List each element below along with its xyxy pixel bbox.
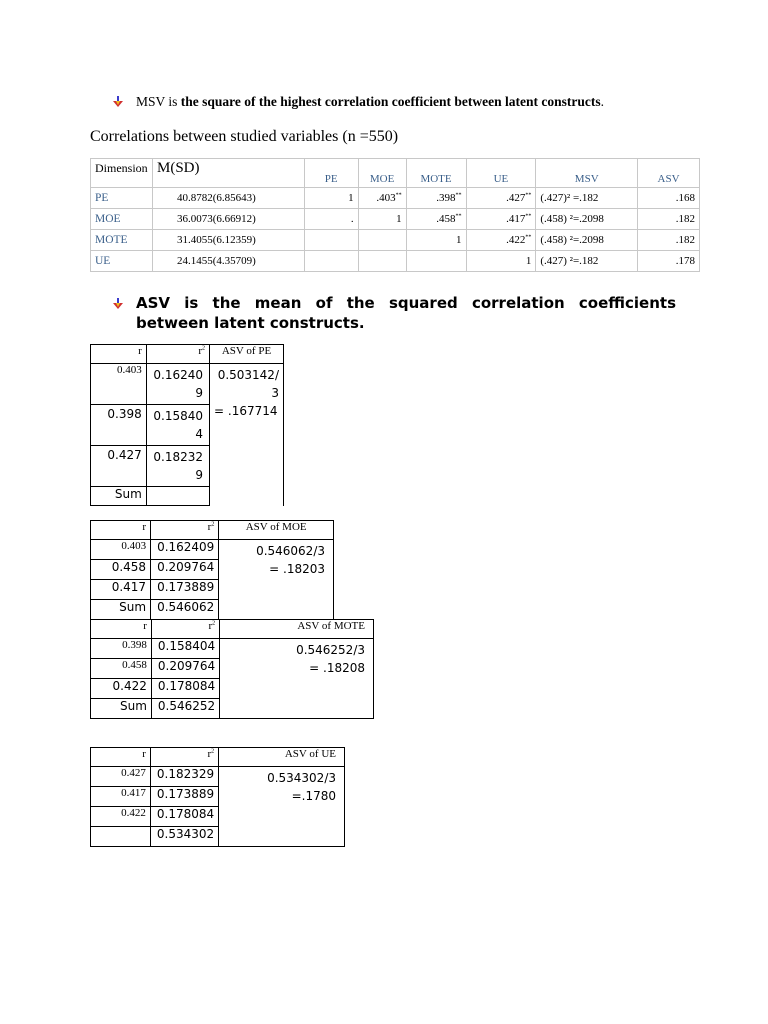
sum-value: [146, 487, 209, 506]
cell-mote: 1: [406, 230, 466, 251]
sum-value: 0.546252: [151, 699, 219, 719]
cell-asv: .182: [638, 230, 700, 251]
cell-r: 0.417: [91, 787, 151, 807]
msv-definition: [136, 94, 604, 110]
cell-pe: 1: [304, 188, 358, 209]
header-pe: PE: [304, 159, 358, 188]
cell-pe: [304, 251, 358, 272]
cell-msv: (.427)² =.182: [536, 188, 638, 209]
cell-r-squared: 0.178084: [150, 807, 218, 827]
asv-moe-table: [90, 520, 334, 620]
asv-pe-result: 0.503142/ 3 = .167714: [210, 364, 284, 506]
cell-moe: .403**: [358, 188, 406, 209]
msv-prefix: MSV is: [136, 94, 181, 109]
row-dim: MOE: [91, 209, 153, 230]
header-moe: MOE: [358, 159, 406, 188]
sum-label: [91, 827, 151, 847]
header-r: r: [91, 521, 151, 540]
asv-mote-result: 0.546252/3 = .18208: [220, 639, 374, 719]
asv-ue-table: [90, 747, 345, 847]
cell-mote: .458**: [406, 209, 466, 230]
sum-label: Sum: [91, 699, 152, 719]
cell-r: 0.458: [91, 659, 152, 679]
row-msd: 40.8782(6.85643): [152, 188, 304, 209]
cell-r: 0.422: [91, 807, 151, 827]
cell-msv: (.458) ²=.2098: [536, 209, 638, 230]
cell-asv: .168: [638, 188, 700, 209]
row-msd: 24.1455(4.35709): [152, 251, 304, 272]
header-dimension: Dimension: [91, 159, 153, 188]
cell-mote: .398**: [406, 188, 466, 209]
header-r-squared: $r^2$: [146, 345, 209, 364]
cell-r-squared: 0.182329: [150, 767, 218, 787]
sum-value: 0.546062: [151, 600, 219, 620]
cell-moe: [358, 251, 406, 272]
header-r-squared: $r^2$: [150, 748, 218, 767]
table-row: [91, 209, 700, 230]
bullet-arrow-icon: [113, 96, 123, 108]
cell-r-squared: 0.182329: [146, 446, 209, 487]
asv-moe-result: 0.546062/3 = .18203: [219, 540, 334, 620]
row-dim: UE: [91, 251, 153, 272]
header-r: r: [91, 345, 147, 364]
cell-r: 0.427: [91, 767, 151, 787]
table-row: [91, 230, 700, 251]
msv-bold-text: the square of the highest correlation coefficient between latent constructs: [180, 94, 601, 109]
cell-r: 0.403: [91, 540, 151, 560]
cell-r: 0.398: [91, 639, 152, 659]
header-r: r: [91, 748, 151, 767]
header-msd: M(SD): [152, 159, 304, 188]
cell-ue: 1: [466, 251, 536, 272]
cell-r: 0.417: [91, 580, 151, 600]
cell-r: 0.458: [91, 560, 151, 580]
cell-r: 0.398: [91, 405, 147, 446]
row-msd: 31.4055(6.12359): [152, 230, 304, 251]
header-r: r: [91, 620, 152, 639]
table-header-row: [91, 159, 700, 188]
cell-mote: [406, 251, 466, 272]
header-asv: ASV: [638, 159, 700, 188]
header-mote: MOTE: [406, 159, 466, 188]
cell-r: 0.427: [91, 446, 147, 487]
cell-ue: .427**: [466, 188, 536, 209]
corr-table-title: Correlations between studied variables (n =550): [90, 128, 399, 145]
header-asv-label: ASV of UE: [219, 748, 345, 767]
asv-ue-result: 0.534302/3 =.1780: [219, 767, 345, 847]
sum-label: Sum: [91, 487, 147, 506]
table-row: [91, 251, 700, 272]
cell-r: 0.403: [91, 364, 147, 405]
cell-pe: .: [304, 209, 358, 230]
row-msd: 36.0073(6.66912): [152, 209, 304, 230]
header-r-squared: $r^2$: [151, 521, 219, 540]
asv-definition: ASV is the mean of the squared correlation coefficients between latent constructs.: [136, 294, 676, 332]
cell-moe: 1: [358, 209, 406, 230]
row-dim: PE: [91, 188, 153, 209]
cell-r-squared: 0.209764: [151, 659, 219, 679]
header-msv: MSV: [536, 159, 638, 188]
cell-msv: (.458) ²=.2098: [536, 230, 638, 251]
header-r-squared: $r^2$: [151, 620, 219, 639]
asv-pe-table: [90, 344, 284, 506]
cell-r-squared: 0.209764: [151, 560, 219, 580]
cell-r-squared: 0.162409: [151, 540, 219, 560]
header-asv-label: ASV of MOTE: [220, 620, 374, 639]
cell-r-squared: 0.173889: [151, 580, 219, 600]
sum-value: 0.534302: [150, 827, 218, 847]
header-asv-label: ASV of PE: [210, 345, 284, 364]
cell-asv: .182: [638, 209, 700, 230]
asv-mote-table: [90, 619, 374, 719]
cell-msv: (.427) ²=.182: [536, 251, 638, 272]
cell-r-squared: 0.158404: [151, 639, 219, 659]
cell-pe: [304, 230, 358, 251]
cell-ue: .417**: [466, 209, 536, 230]
cell-r: 0.422: [91, 679, 152, 699]
cell-r-squared: 0.178084: [151, 679, 219, 699]
cell-moe: [358, 230, 406, 251]
table-row: [91, 188, 700, 209]
row-dim: MOTE: [91, 230, 153, 251]
header-ue: UE: [466, 159, 536, 188]
header-asv-label: ASV of MOE: [219, 521, 334, 540]
cell-asv: .178: [638, 251, 700, 272]
correlation-table: [90, 158, 700, 272]
cell-r-squared: 0.173889: [150, 787, 218, 807]
bullet-arrow-icon: [113, 298, 123, 310]
cell-r-squared: 0.162409: [146, 364, 209, 405]
cell-r-squared: 0.158404: [146, 405, 209, 446]
msv-suffix: .: [600, 94, 604, 109]
cell-ue: .422**: [466, 230, 536, 251]
sum-label: Sum: [91, 600, 151, 620]
